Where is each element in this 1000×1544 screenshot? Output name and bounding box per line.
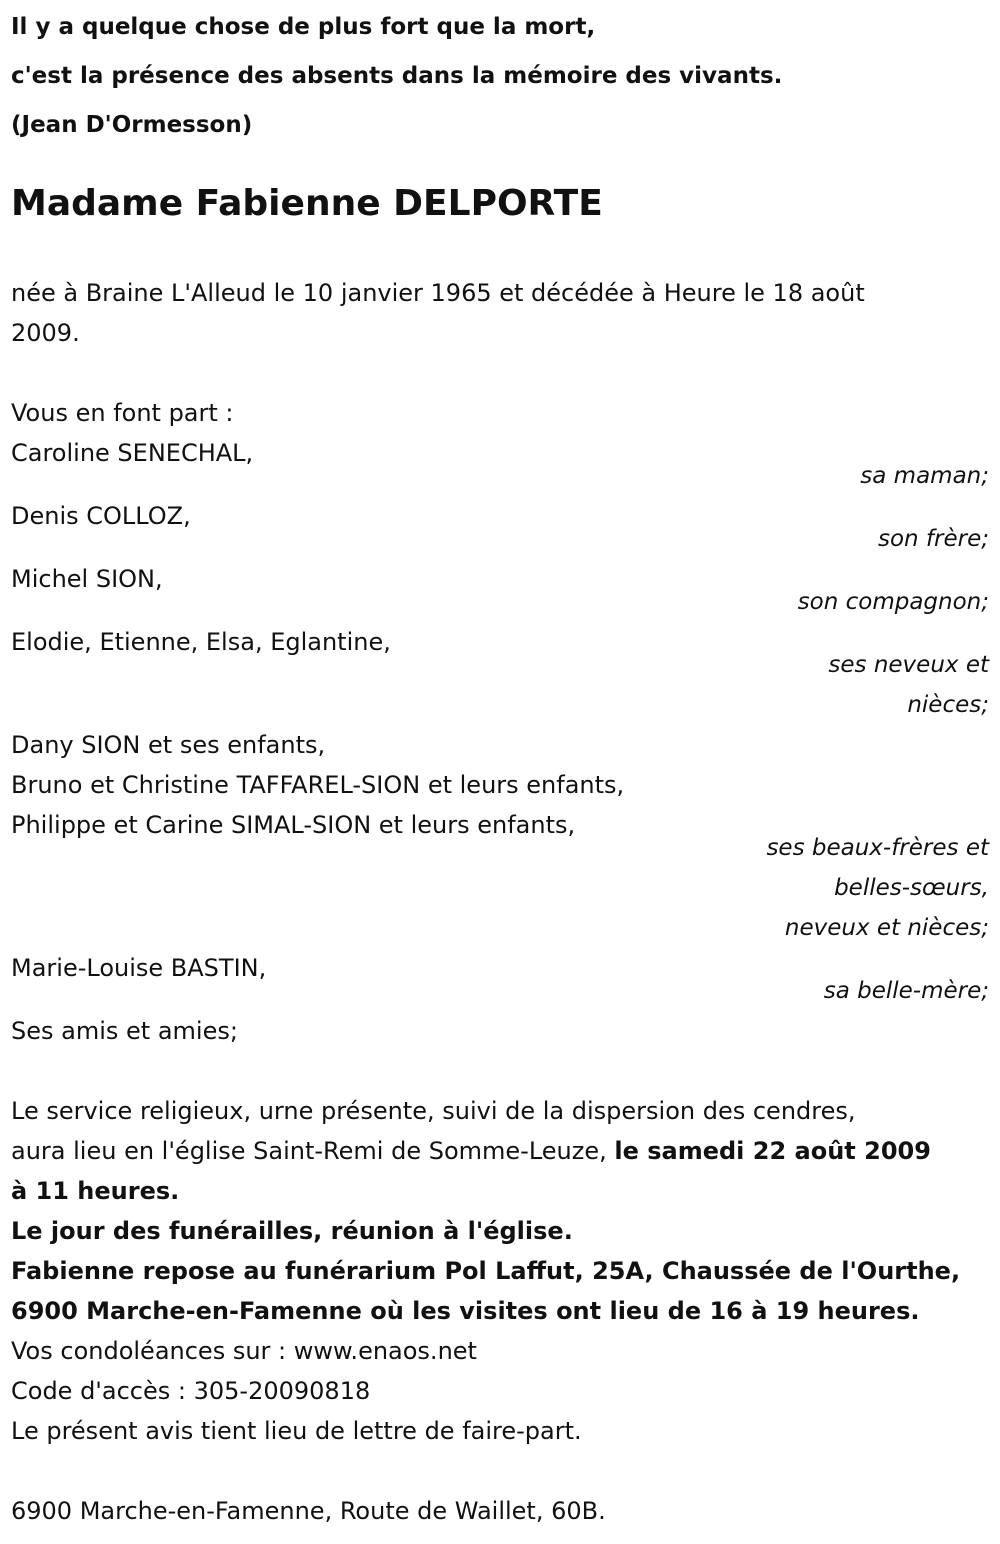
family-relation: sa belle-mère; [823, 978, 989, 1004]
family-relation: ses neveux et [828, 652, 989, 678]
service-line-1: Le service religieux, urne présente, suivi de la dispersion des cendres, [11, 1097, 856, 1125]
quote-line-2: c'est la présence des absents dans la mémoire des vivants. [11, 63, 783, 89]
quote-author: (Jean D'Ormesson) [11, 112, 253, 138]
service-line-2 [11, 1131, 931, 1171]
family-name: Bruno et Christine TAFFAREL-SION et leurs enfants, [11, 771, 625, 799]
family-name: Caroline SENECHAL, [11, 439, 254, 467]
family-intro: Vous en font part : [11, 399, 234, 427]
notice-line: Le présent avis tient lieu de lettre de faire-part. [11, 1417, 582, 1445]
family-name: Philippe et Carine SIMAL-SION et leurs enfants, [11, 811, 576, 839]
family-name: Michel SION, [11, 565, 163, 593]
family-name: Elodie, Etienne, Elsa, Eglantine, [11, 628, 391, 656]
condolences-line: Vos condoléances sur : www.enaos.net [11, 1337, 477, 1365]
birth-death-line-1: née à Braine L'Alleud le 10 janvier 1965 et décédée à Heure le 18 août [11, 279, 865, 307]
family-relation: belles-sœurs, [834, 875, 989, 901]
birth-death-line-2: 2009. [11, 319, 80, 347]
funerarium-line-2: 6900 Marche-en-Famenne où les visites ont lieu de 16 à 19 heures. [11, 1297, 920, 1325]
quote-line-1: Il y a quelque chose de plus fort que la mort, [11, 14, 596, 40]
family-name: Denis COLLOZ, [11, 502, 191, 530]
family-relation: sa maman; [860, 463, 989, 489]
service-time: à 11 heures. [11, 1177, 180, 1205]
family-relation: nièces; [907, 692, 989, 718]
family-name: Dany SION et ses enfants, [11, 731, 326, 759]
service-date: le samedi 22 août 2009 [614, 1137, 931, 1165]
family-name: Marie-Louise BASTIN, [11, 954, 267, 982]
deceased-name: Madame Fabienne DELPORTE [11, 183, 603, 224]
family-relation: son compagnon; [797, 589, 989, 615]
friends-line: Ses amis et amies; [11, 1017, 238, 1045]
funerarium-line-1: Fabienne repose au funérarium Pol Laffut, 25A, Chaussée de l'Ourthe, [11, 1257, 961, 1285]
family-relation: ses beaux-frères et [766, 835, 989, 861]
service-location: aura lieu en l'église Saint-Remi de Somme-Leuze, [11, 1137, 615, 1165]
family-relation: neveux et nièces; [784, 915, 989, 941]
address-line: 6900 Marche-en-Famenne, Route de Waillet, 60B. [11, 1497, 606, 1525]
family-relation: son frère; [877, 526, 989, 552]
meeting-note: Le jour des funérailles, réunion à l'église. [11, 1217, 573, 1245]
access-code-line: Code d'accès : 305-20090818 [11, 1377, 371, 1405]
